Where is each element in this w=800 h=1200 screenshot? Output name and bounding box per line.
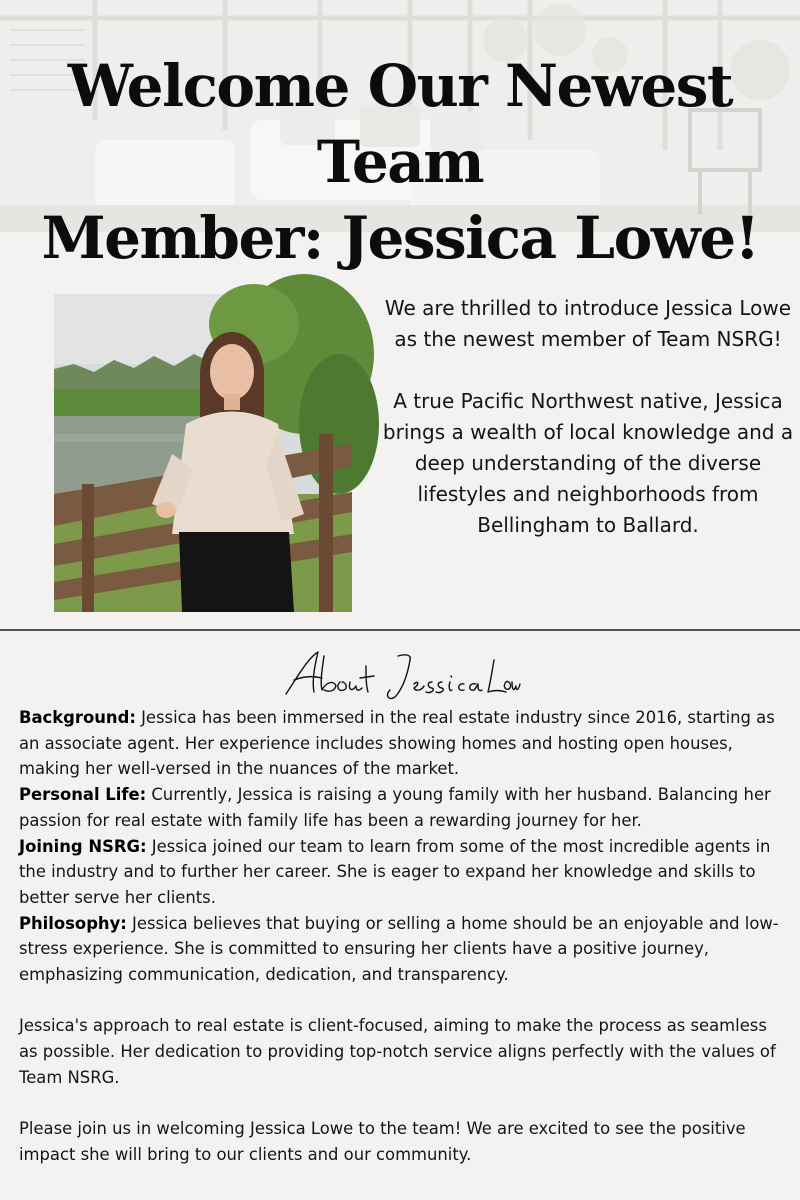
about-item-philosophy bbox=[19, 911, 789, 988]
about-item-personal-life bbox=[19, 782, 789, 833]
intro-paragraph-2: A true Pacific Northwest native, Jessica brings a wealth of local knowledge and a deep understanding of the diverse lifestyles and neighborhoods from Bellingham to Ballard. bbox=[382, 389, 794, 537]
about-item-joining-nsrg bbox=[19, 834, 789, 911]
about-item-text: Jessica believes that buying or selling a home should be an enjoyable and low-stress experience. She is committed to ensuring her clients have a positive journey, emphasizing communication, dedication, and transparency. bbox=[19, 913, 779, 985]
page-title-line-1: Welcome Our Newest Team bbox=[67, 52, 733, 196]
about-item-text: Currently, Jessica is raising a young family with her husband. Balancing her passion for real estate with family life has been a rewarding journey for her. bbox=[19, 785, 771, 830]
about-item-text: Jessica has been immersed in the real estate industry since 2016, starting as an associate agent. Her experience includes showing homes and hosting open houses, making her well-versed in the nuances of the market. bbox=[19, 708, 775, 779]
jessica-lowe-photo bbox=[54, 294, 352, 612]
hero-banner bbox=[0, 0, 800, 272]
about-jessica-lowe-signature bbox=[280, 646, 520, 702]
page-title-line-2: Member: Jessica Lowe! bbox=[41, 204, 759, 272]
about-item-label: Background: bbox=[19, 708, 136, 727]
about-item-background bbox=[19, 705, 789, 782]
about-item-label: Personal Life: bbox=[19, 785, 147, 805]
closing-paragraph-1: Jessica's approach to real estate is client-focused, aiming to make the process as seamless as possible. Her dedication to providing top-notch service aligns perfectly with the values of Team NSRG. bbox=[19, 1016, 776, 1087]
about-item-text: Jessica joined our team to learn from some of the most incredible agents in the industry and to further her career. She is eager to expand her knowledge and skills to better serve her clients. bbox=[19, 836, 771, 907]
about-item-label: Philosophy: bbox=[19, 913, 127, 933]
section-divider bbox=[0, 629, 800, 631]
signature-script-image bbox=[280, 646, 520, 702]
closing-paragraph-2: Please join us in welcoming Jessica Lowe to the team! We are excited to see the positive impact she will bring to our clients and our community. bbox=[19, 1119, 746, 1164]
page-title bbox=[0, 48, 800, 276]
portrait-image bbox=[54, 294, 352, 612]
about-section bbox=[19, 705, 789, 1168]
about-item-label: Joining NSRG: bbox=[19, 836, 147, 856]
intro-text bbox=[378, 293, 798, 541]
intro-paragraph-1: We are thrilled to introduce Jessica Lowe as the newest member of Team NSRG! bbox=[384, 296, 792, 351]
